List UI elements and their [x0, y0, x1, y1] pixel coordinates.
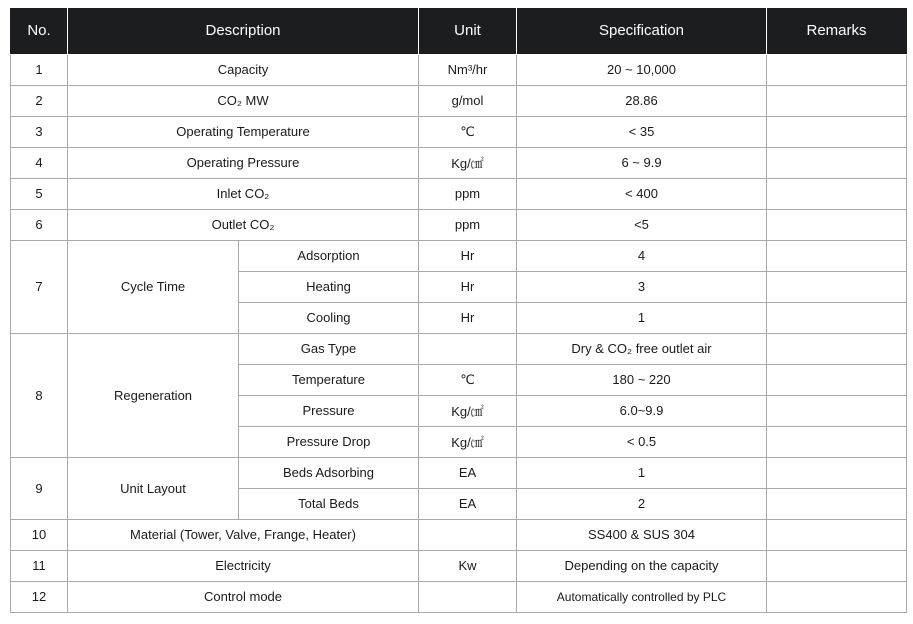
row-no: 11 [11, 550, 68, 581]
row-specification: < 35 [517, 116, 767, 147]
table-row [11, 550, 907, 581]
row-remarks [767, 581, 907, 612]
table-row [11, 457, 907, 488]
row-specification: Depending on the capacity [517, 550, 767, 581]
row-specification: 4 [517, 240, 767, 271]
row-remarks [767, 85, 907, 116]
row-specification: 1 [517, 457, 767, 488]
row-remarks [767, 550, 907, 581]
row-unit: Kg/㎠ [419, 395, 517, 426]
table-row [11, 333, 907, 364]
row-description: Outlet CO₂ [68, 209, 419, 240]
row-remarks [767, 457, 907, 488]
row-no: 2 [11, 85, 68, 116]
row-specification: 3 [517, 271, 767, 302]
row-no: 8 [11, 333, 68, 457]
header-description: Description [68, 8, 419, 54]
row-remarks [767, 240, 907, 271]
row-specification: Dry & CO₂ free outlet air [517, 333, 767, 364]
row-specification: < 0.5 [517, 426, 767, 457]
row-no: 12 [11, 581, 68, 612]
row-sub-description: Gas Type [239, 333, 419, 364]
row-unit: Nm³/hr [419, 54, 517, 85]
row-specification: SS400 & SUS 304 [517, 519, 767, 550]
row-specification: 1 [517, 302, 767, 333]
row-description: Control mode [68, 581, 419, 612]
row-unit: Kw [419, 550, 517, 581]
row-description: Material (Tower, Valve, Frange, Heater) [68, 519, 419, 550]
row-description: Inlet CO₂ [68, 178, 419, 209]
row-remarks [767, 147, 907, 178]
row-unit: ℃ [419, 116, 517, 147]
row-specification: 20 ~ 10,000 [517, 54, 767, 85]
row-description: CO₂ MW [68, 85, 419, 116]
row-specification: 6.0~9.9 [517, 395, 767, 426]
row-specification: 6 ~ 9.9 [517, 147, 767, 178]
row-remarks [767, 54, 907, 85]
row-group-label: Cycle Time [68, 240, 239, 333]
row-sub-description: Cooling [239, 302, 419, 333]
row-description: Operating Pressure [68, 147, 419, 178]
row-sub-description: Adsorption [239, 240, 419, 271]
row-specification: < 400 [517, 178, 767, 209]
row-specification: Automatically controlled by PLC [517, 581, 767, 612]
row-sub-description: Temperature [239, 364, 419, 395]
table-row [11, 209, 907, 240]
row-sub-description: Total Beds [239, 488, 419, 519]
row-unit [419, 581, 517, 612]
header-remarks: Remarks [767, 8, 907, 54]
header-unit: Unit [419, 8, 517, 54]
row-unit [419, 519, 517, 550]
row-remarks [767, 364, 907, 395]
row-unit: EA [419, 457, 517, 488]
row-description: Operating Temperature [68, 116, 419, 147]
row-remarks [767, 116, 907, 147]
header-no: No. [11, 8, 68, 54]
table-row [11, 240, 907, 271]
row-unit: ℃ [419, 364, 517, 395]
row-specification: 2 [517, 488, 767, 519]
table-row [11, 85, 907, 116]
row-no: 3 [11, 116, 68, 147]
row-sub-description: Beds Adsorbing [239, 457, 419, 488]
row-no: 7 [11, 240, 68, 333]
row-sub-description: Pressure [239, 395, 419, 426]
table-row [11, 54, 907, 85]
row-remarks [767, 488, 907, 519]
table-row [11, 147, 907, 178]
table-row [11, 178, 907, 209]
header-row [11, 8, 907, 54]
row-unit: Hr [419, 271, 517, 302]
row-no: 6 [11, 209, 68, 240]
row-unit: Kg/㎠ [419, 426, 517, 457]
row-remarks [767, 519, 907, 550]
table-row [11, 519, 907, 550]
row-no: 1 [11, 54, 68, 85]
row-specification: 28.86 [517, 85, 767, 116]
row-unit: g/mol [419, 85, 517, 116]
table-header [11, 8, 907, 54]
row-remarks [767, 333, 907, 364]
row-remarks [767, 178, 907, 209]
row-remarks [767, 209, 907, 240]
row-sub-description: Heating [239, 271, 419, 302]
row-description: Capacity [68, 54, 419, 85]
table-row [11, 581, 907, 612]
row-no: 9 [11, 457, 68, 519]
row-no: 4 [11, 147, 68, 178]
row-specification: <5 [517, 209, 767, 240]
row-group-label: Regeneration [68, 333, 239, 457]
row-remarks [767, 302, 907, 333]
row-unit: ppm [419, 178, 517, 209]
header-specification: Specification [517, 8, 767, 54]
row-specification: 180 ~ 220 [517, 364, 767, 395]
row-no: 10 [11, 519, 68, 550]
spec-table-container [10, 8, 906, 613]
table-body [11, 54, 907, 612]
row-remarks [767, 395, 907, 426]
table-row [11, 116, 907, 147]
row-unit [419, 333, 517, 364]
row-remarks [767, 271, 907, 302]
row-unit: EA [419, 488, 517, 519]
row-sub-description: Pressure Drop [239, 426, 419, 457]
row-no: 5 [11, 178, 68, 209]
row-group-label: Unit Layout [68, 457, 239, 519]
row-remarks [767, 426, 907, 457]
specification-table [10, 8, 907, 613]
row-unit: Hr [419, 302, 517, 333]
row-unit: ppm [419, 209, 517, 240]
row-unit: Kg/㎠ [419, 147, 517, 178]
row-description: Electricity [68, 550, 419, 581]
row-unit: Hr [419, 240, 517, 271]
